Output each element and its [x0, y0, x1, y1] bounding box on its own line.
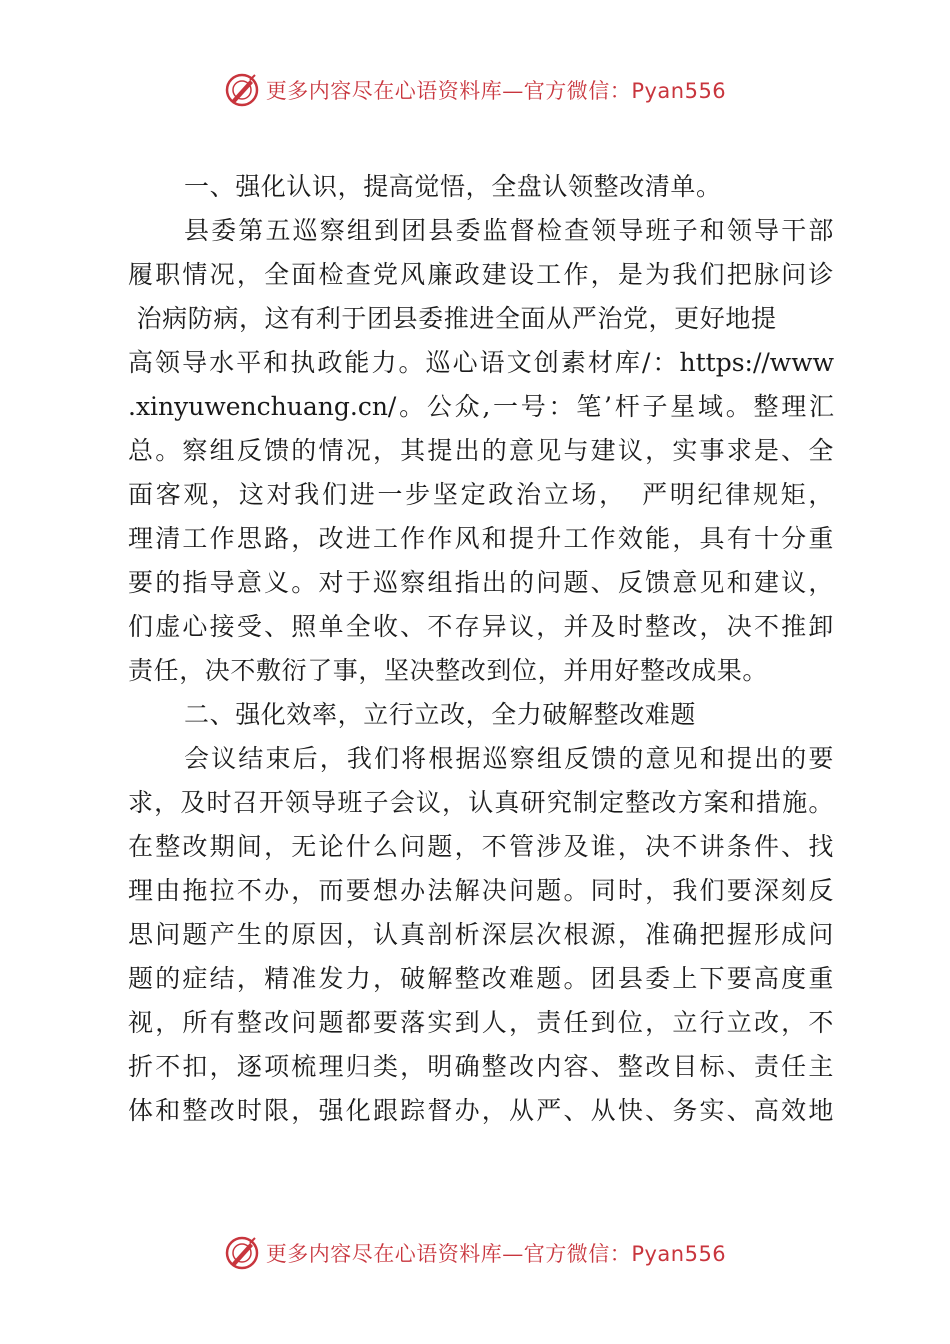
paragraph-line: 们虚心接受、照单全收、不存异议，并及时整改，决不推卸: [128, 612, 834, 641]
section-heading: 二、强化效率，立行立改，全力破解整改难题: [184, 700, 697, 729]
paragraph-line: 治病防病，这有利于团县委推进全面从严治党，更好地提: [128, 304, 777, 333]
paragraph-line: 思问题产生的原因，认真剖析深层次根源，准确把握形成问: [128, 920, 834, 949]
paragraph-line: 会议结束后，我们将根据巡察组反馈的意见和提出的要: [184, 744, 834, 773]
paragraph-line: 题的症结，精准发力，破解整改难题。团县委上下要高度重: [128, 964, 834, 993]
paragraph-line: 总。察组反馈的情况，其提出的意见与建议，实事求是、全: [128, 436, 834, 465]
paragraph-line: 面客观，这对我们进一步坚定政治立场， 严明纪律规矩，: [128, 480, 834, 509]
paragraph-line: 视，所有整改问题都要落实到人，责任到位，立行立改，不: [128, 1008, 834, 1037]
wechat-id: Pyan556: [631, 79, 727, 103]
paragraph-line: 理清工作思路，改进工作作风和提升工作效能，具有十分重: [128, 524, 834, 553]
banner-text: 更多内容尽在心语资料库—官方微信：Pyan556: [265, 1242, 727, 1266]
paragraph-line: 理由拖拉不办，而要想办法解决问题。同时，我们要深刻反: [128, 876, 834, 905]
header-banner: [0, 70, 950, 110]
paragraph-line: 体和整改时限，强化跟踪督办，从严、从快、务实、高效地: [128, 1096, 834, 1125]
section-heading: 一、强化认识，提高觉悟，全盘认领整改清单。: [184, 172, 722, 201]
paragraph-line: .xinyuwenchuang.cn/。公众,一号：笔’杆子星域。整理汇: [128, 392, 834, 421]
paragraph-line: 折不扣，逐项梳理归类，明确整改内容、整改目标、责任主: [128, 1052, 834, 1081]
paragraph-line: 县委第五巡察组到团县委监督检查领导班子和领导干部: [184, 216, 834, 245]
paragraph-line: 高领导水平和执政能力。巡心语文创素材库/：https://www: [128, 348, 834, 377]
paragraph-line: 责任，决不敷衍了事，坚决整改到位，并用好整改成果。: [128, 656, 769, 685]
banner-text: 更多内容尽在心语资料库—官方微信：Pyan556: [265, 79, 727, 103]
paragraph-line: 求，及时召开领导班子会议，认真研究制定整改方案和措施。: [128, 788, 834, 817]
paragraph-line: 在整改期间，无论什么问题，不管涉及谁，决不讲条件、找: [128, 832, 834, 861]
wechat-id: Pyan556: [631, 1242, 727, 1266]
pen-logo-icon: [224, 72, 260, 108]
paragraph-line: 要的指导意义。对于巡察组指出的问题、反馈意见和建议，: [128, 568, 834, 597]
pen-logo-icon: [224, 1235, 260, 1271]
footer-banner: [0, 1233, 950, 1273]
paragraph-line: 履职情况，全面检查党风廉政建设工作，是为我们把脉问诊: [128, 260, 834, 289]
document-body: [128, 165, 834, 1133]
